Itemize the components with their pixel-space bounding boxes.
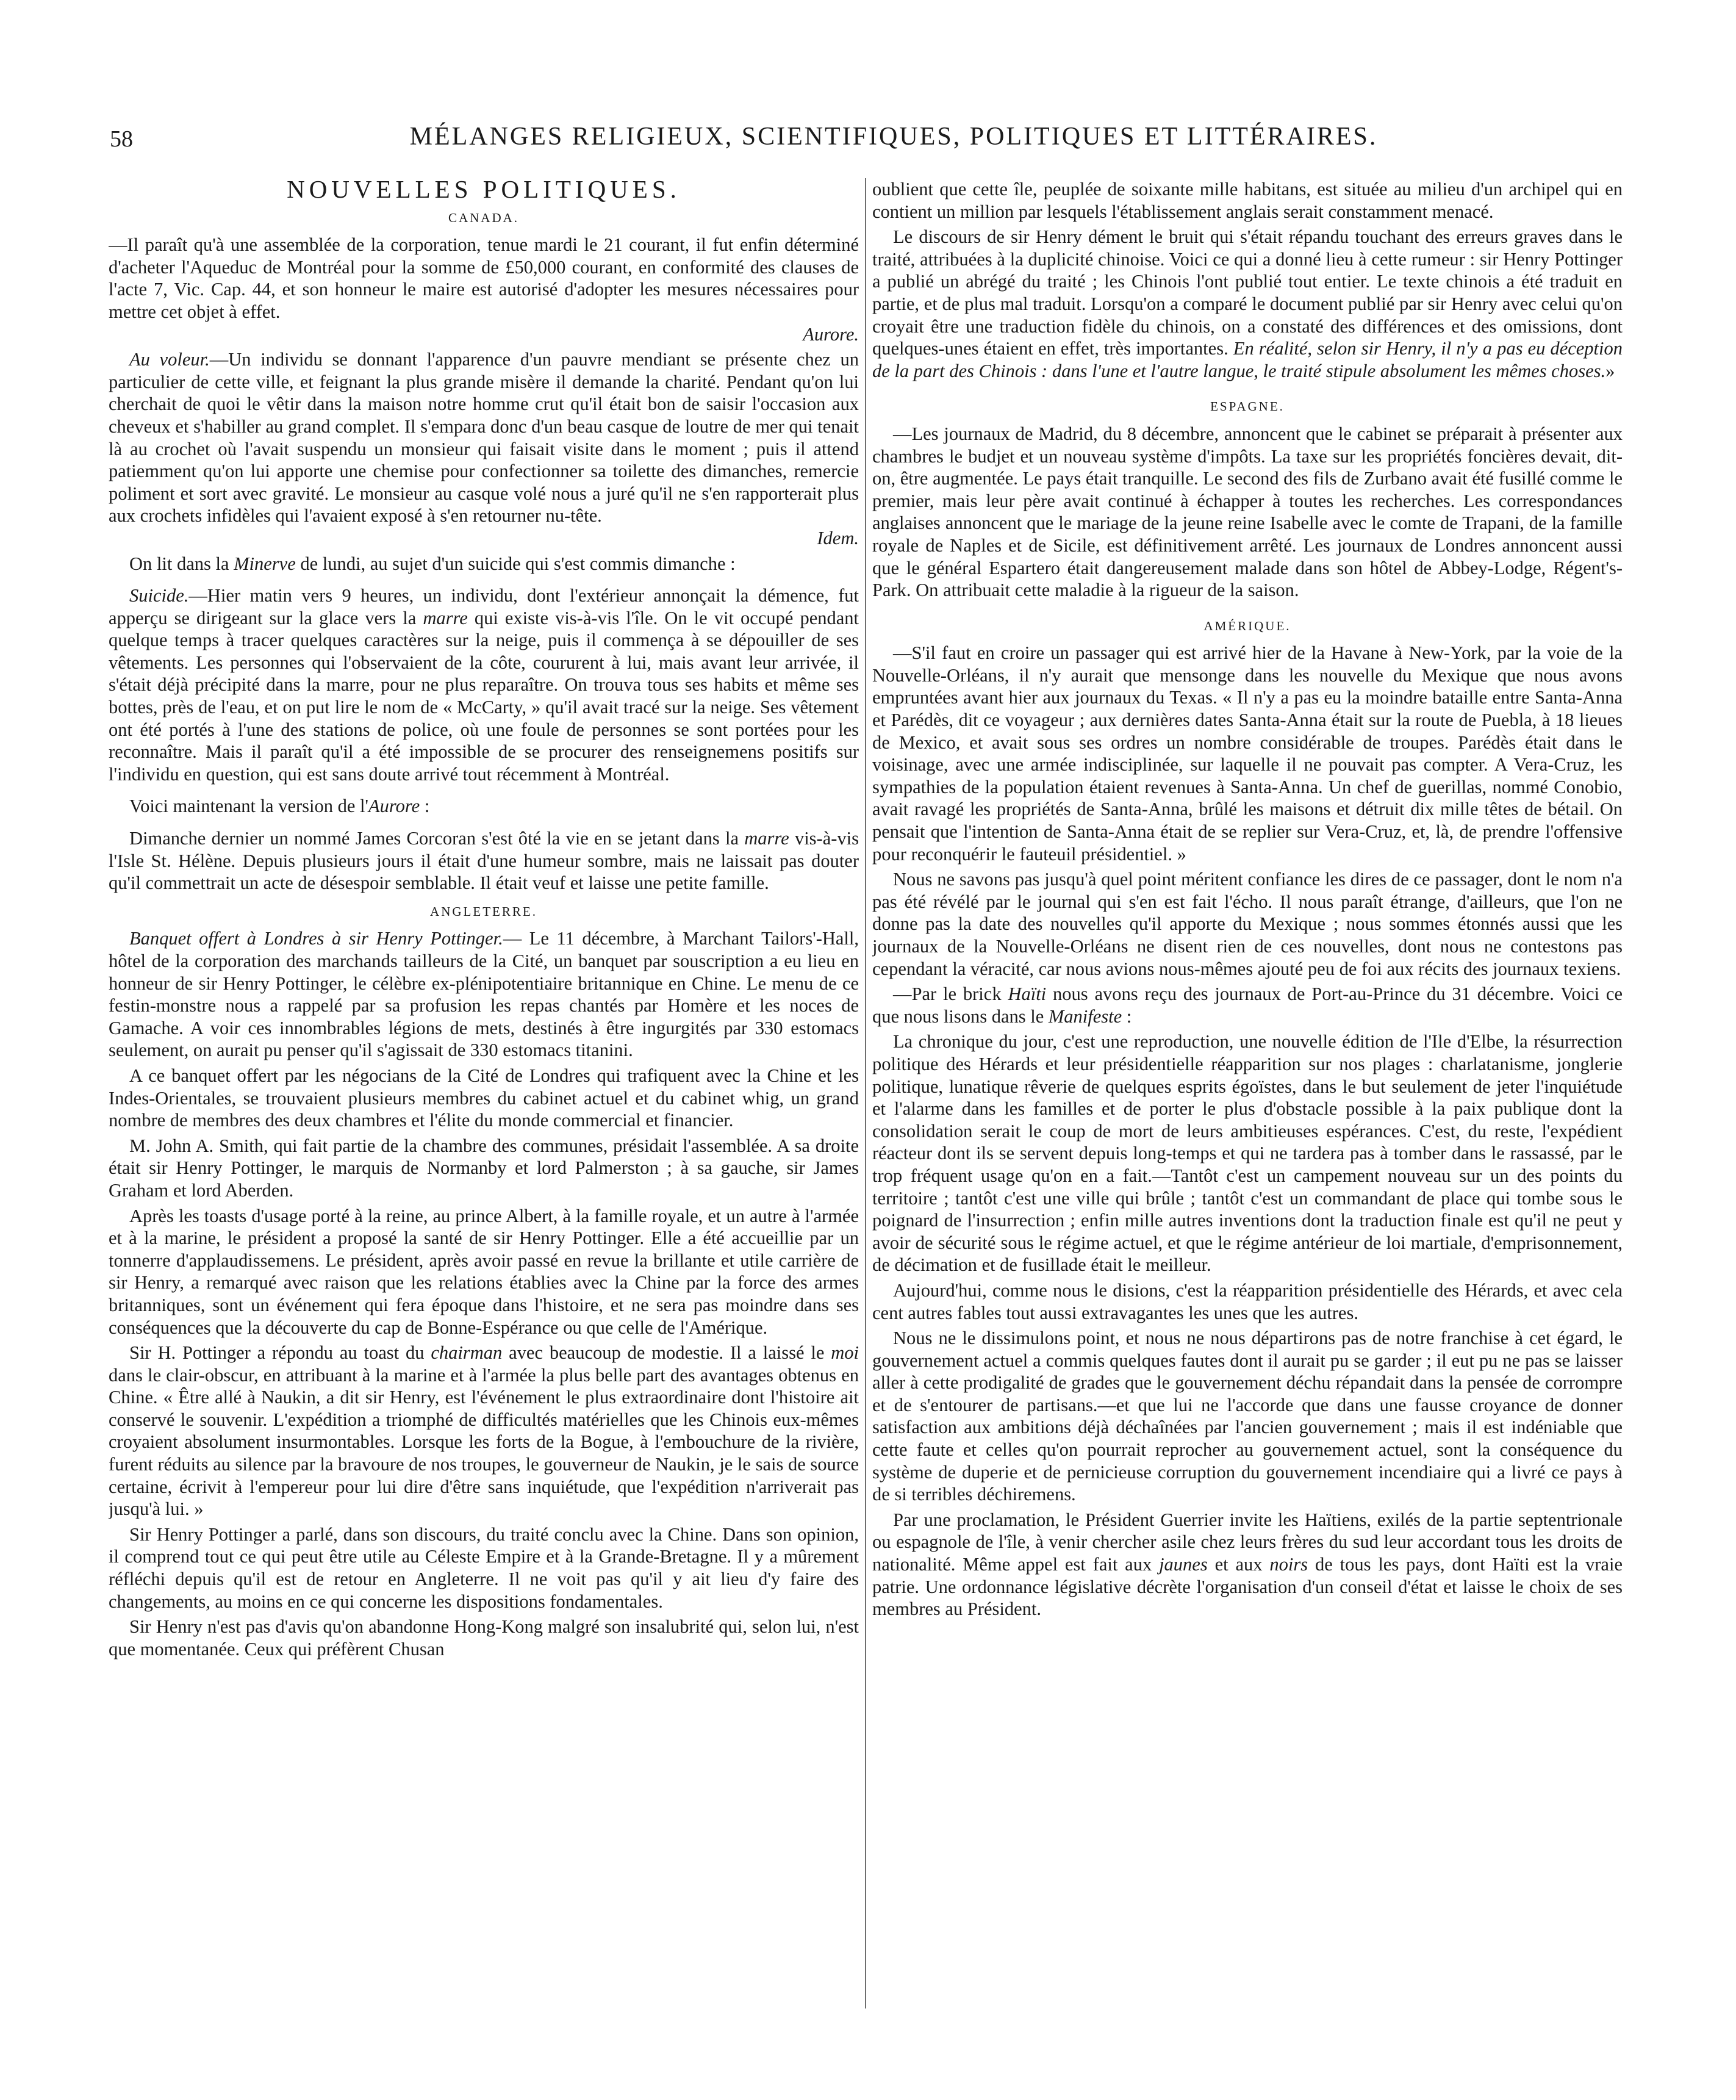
corcoran-text-end: vis-à-vis l'Isle St. Hélène. Depuis plusieurs jours il était d'une humeur sombre, mais ne laissait pas douter qu'il commettrait un acte de désespoir semblable. Il était veuf et laisse une petite famille. <box>109 828 859 894</box>
haiti-text-mid: nous avons reçu des journaux de Port-au-Prince du 31 décembre. Voici ce que nous lisons dans le <box>872 983 1623 1027</box>
article-madrid: —Les journaux de Madrid, du 8 décembre, annoncent que le cabinet se préparait à présenter aux chambres le budjet et un nouveau système d'impôts. La taxe sur les propriétés foncières devait, dit-on, être augmentée. Le pays était tranquille. Le second des fils de Zurbano avait été fusillé comme le premier, mais leur père avait continué à échapper à toutes les recherches. Les correspondances anglaises annoncent que le mariage de la jeune reine Isabelle avec le comte de Trapani, de la famille royale de Naples et de Sicile, est définitivement arrêté. Les journaux de Londres annoncent aussi que le général Espartero était dangereusement malade dans son hôtel de Abbey-Lodge, Régent's-Park. On attribuait cette maladie à la rigueur de la saison. <box>872 423 1623 601</box>
article-havane: —S'il faut en croire un passager qui est arrivé hier de la Havane à New-York, par la voie de la Nouvelle-Orléans, il n'y aurait que mensonge dans les nouvelle du Mexique que nous avons empruntées avant hier aux journaux du Texas. « Il n'y a pas eu la moindre bataille entre Santa-Anna et Parédès, dit ce voyageur ; aux dernières dates Santa-Anna était sur la route de Puebla, à 18 lieues de Mexico, et avait sous ses ordres un nombre considérable de troupes. Parédès était dans le voisinage, avec une armée indisciplinée, sur laquelle il ne pouvait pas compter. A Vera-Cruz, les sympathies de la population étaient revenues à Santa-Anna. Un chef de guerillas, nommé Conobio, avait ravagé les propriétés de Santa-Anna, brûlé les maisons et détruit dix mille têtes de bétail. On pensait que l'intention de Santa-Anna était de se replier sur Vera-Cruz, et, là, de prendre l'offensive pour reconquérir le fauteuil présidentiel. » <box>872 642 1623 865</box>
proclamation-text-end: de tous les pays, dont Haïti est la vraie patrie. Une ordonnance législative décrète l'organisation d'un conseil d'état et laisse le choix de ses membres au Président. <box>872 1554 1623 1620</box>
left-column <box>109 178 859 2033</box>
angleterre-heading: ANGLETERRE. <box>430 904 537 919</box>
proclamation-noirs: noirs <box>1269 1554 1308 1575</box>
discours-text: Le discours de sir Henry dément le bruit qui s'était répandu touchant des erreurs graves dans le traité, attribuées à la duplicité chinoise. Voici ce qui a donné lieu à cette rumeur : sir Henry Pottinger a publié un abrégé du traité ; les Chinois l'ont publié tout entier. Le texte chinois a été traduit en partie, et de plus mal traduit. Lorsqu'on a comparé le document publié par sir Henry avec celui qu'on croyait être une traduction fidèle du chinois, on a constaté des différences et des omissions, dont quelques-unes étaient en effet, très importantes. <box>872 226 1623 359</box>
page-number: 58 <box>110 126 133 152</box>
article-haiti <box>872 983 1623 1027</box>
suicide-text-end: qui existe vis-à-vis l'île. On le vit occupé pendant quelque temps à tracer quelques caractères sur la neige, puis il commença à se dépouiller de ses vêtements. Les personnes qui l'observaient de la côte, coururent à lui, mais avant leur arrivée, il s'était déjà précipité dans la marre, pour ne plus reparaître. On trouva tous ses habits et même ses bottes, près de l'eau, et on put lire le nom de « McCarty, » qu'il avait tracé sur la neige. Ses vêtement ont été portés à l'une des stations de police, où une foule de personnes se sont portées pour les reconnaître. Mais il paraît qu'il a été impossible de se procurer des renseignemens positifs sur l'individu en question, qui est sans doute arrivé tout récemment à Montréal. <box>109 607 859 785</box>
column-divider <box>865 178 866 2008</box>
canada-heading: CANADA. <box>448 210 520 225</box>
running-head: MÉLANGES RELIGIEUX, SCIENTIFIQUES, POLITIQUES ET LITTÉRAIRES. <box>409 123 1378 151</box>
suicide-lead: Suicide. <box>129 585 189 606</box>
minerve-name: Minerve <box>234 553 296 574</box>
proclamation-text-mid: et aux <box>1207 1554 1270 1575</box>
discours-end: » <box>1605 360 1615 381</box>
banquet-lead: Banquet offert à Londres à sir Henry Pottinger. <box>129 928 503 949</box>
article-negociants: A ce banquet offert par les négocians de la Cité de Londres qui trafiquent avec la Chine et les Indes-Orientales, se trouvaient plusieurs membres du cabinet actuel et du cabinet whig, un grand nombre de membres des deux chambres et l'élite du monde commercial et financier. <box>109 1065 859 1131</box>
right-column <box>872 178 1623 2033</box>
article-aqueduc <box>109 234 859 345</box>
manifeste-name: Manifeste <box>1048 1005 1122 1027</box>
article-voleur <box>109 348 859 549</box>
aqueduc-source: Aurore. <box>803 323 859 345</box>
banquet-text: — Le 11 décembre, à Marchant Tailors'-Hall, hôtel de la corporation des marchands tailleurs de la Cité, un banquet par souscription a eu lieu en honneur de sir Henry Pottinger, le célèbre ex-plénipotentiaire britannique en Chine. Le menu de ce festin-monstre nous a rappelé par sa profusion les repas chantés par Homère et les noces de Gamache. A voir ces innombrables légions de mets, destinés à être ingurgités par 330 estomacs seulement, on aurait pu penser qu'il s'agissait de 330 estomacs titanini. <box>109 928 859 1061</box>
suicide-marre: marre <box>423 607 468 628</box>
aurore-name: Aurore <box>368 796 420 817</box>
article-discours <box>872 226 1623 382</box>
article-hongkong: Sir Henry n'est pas d'avis qu'on abandonne Hong-Kong malgré son insalubrité qui, selon lui, n'est que momentanée. Ceux qui préfèrent Chusan <box>109 1616 859 1660</box>
article-banquet <box>109 927 859 1062</box>
haiti-brick-name: Haïti <box>1008 983 1047 1005</box>
corcoran-text: Dimanche dernier un nommé James Corcoran s'est ôté la vie en se jetant dans la <box>129 828 745 849</box>
minerve-intro-end: de lundi, au sujet d'un suicide qui s'est commis dimanche : <box>295 553 736 574</box>
discours-italic: En réalité, selon sir Henry, il n'y a pas eu déception de la part des Chinois : dans l'une et l'autre langue, le traité stipule absolument les mêmes choses. <box>872 338 1623 381</box>
reponse-text-mid: avec beaucoup de modestie. Il a laissé le <box>502 1342 831 1364</box>
aurore-intro <box>109 795 859 818</box>
voleur-text: —Un individu se donnant l'apparence d'un pauvre mendiant se présente chez un particulier de cette ville, et feignant la plus grande misère il demande la charité. Pendant qu'on lui cherchait de quoi le vêtir dans la maison notre homme crut qu'il était bon de saisir l'occasion aux cheveux et s'habiller au grand complet. Il s'empara donc d'un beau casque de loutre de mer qui tenait là au crochet où l'avait suspendu un monsieur qui faisait visite dans le moment ; puis il attend patiemment qu'on lui apporte une chemise pour confectionner sa toilette des dimanches, remercie poliment et sort avec gravité. Le monsieur au casque volé nous a juré qu'il ne s'en rapporterait plus aux crochets infidèles qui l'avaient exposé à s'en retourner nu-tête. <box>109 349 859 527</box>
aurore-intro-end: : <box>420 796 430 817</box>
voleur-source: Idem. <box>817 527 859 548</box>
aurore-intro-text: Voici maintenant la version de l' <box>129 796 369 817</box>
article-aujourdhui: Aujourd'hui, comme nous le disions, c'est la réapparition présidentielle des Hérards, et avec cela cent autres fables tout aussi extravagantes les unes que les autres. <box>872 1279 1623 1323</box>
article-smith: M. John A. Smith, qui fait partie de la chambre des communes, présidait l'assemblée. A sa droite était sir Henry Pottinger, le marquis de Normanby et lord Palmerston ; à sa gauche, sir James Graham et lord Aberden. <box>109 1135 859 1201</box>
reponse-text-end: dans le clair-obscur, en attribuant à la marine et à l'armée la plus belle part des avantages obtenus en Chine. « Être allé à Naukin, a dit sir Henry, est l'événement le plus extraordinaire dont l'histoire ait conservé le souvenir. L'expédition a triomphé de difficultés matérielles que les Chinois eux-mêmes croyaient absolument insurmontables. Lorsque les forts de la Bogue, à l'embouchure de la rivière, furent réduits au silence par la bravoure de nos troupes, le gouverneur de Naukin, je le sais de source certaine, écrivit à l'empereur pour lui dire d'être sans inquiétude, que l'expédition n'arriverait pas jusqu'à lui. » <box>109 1364 859 1520</box>
minerve-intro <box>109 553 859 575</box>
reponse-chairman: chairman <box>431 1342 503 1364</box>
article-toasts: Après les toasts d'usage porté à la reine, au prince Albert, à la famille royale, et un autre à l'armée et à la marine, le président a proposé la santé de sir Henry Pottinger. Elle a été accueillie par un tonnerre d'applaudissemens. Le président, après avoir passé en revue la brillante et utile carrière de sir Henry, a remarqué avec raison que les relations établies avec la Chine par la force des armes britanniques, sont un événement qui fera époque dans l'histoire, et ne sera pas moindre dans ses conséquences que la découverte du cap de Bonne-Espérance ou que celle de l'Amérique. <box>109 1205 859 1338</box>
article-dissimulons: Nous ne le dissimulons point, et nous ne nous départirons pas de notre franchise à cet égard, le gouvernement actuel a commis quelques fautes dont il aurait pu se garder ; il eut pu ne pas se laisser aller à cette prodigalité de grades que le gouvernement déchu répandait dans la pensée de corrompre et de s'entourer de partisans.—et que lui ne l'accorde que dans une fausse croyance de donner satisfaction aux ambitions déjà déchaînées par l'ancien gouvernement ; mais il est indéniable que cette faute et celles qu'on pourrait reprocher au gouvernement actuel, sont la conséquence du système de duperie et de pernicieuse corruption du gouvernement incendiaire qui a livré ce pays à de si terribles déchiremens. <box>872 1328 1623 1505</box>
minerve-intro-text: On lit dans la <box>129 553 234 574</box>
voleur-lead: Au voleur. <box>129 349 210 370</box>
article-corcoran <box>109 827 859 894</box>
article-traite: Sir Henry Pottinger a parlé, dans son discours, du traité conclu avec la Chine. Dans son opinion, il comprend tout ce qui peut être utile au Céleste Empire et à la Grande-Bretagne. Il y a mûrement réfléchi depuis qu'il est de retour en Angleterre. Il ne voit pas qu'il y ait lieu d'y faire des changements, au moins en ce qui concerne les dispositions fondamentales. <box>109 1523 859 1612</box>
aqueduc-text: —Il paraît qu'à une assemblée de la corporation, tenue mardi le 21 courant, il fut enfin déterminé d'acheter l'Aqueduc de Montréal pour la somme de £50,000 courant, en conformité des clauses de l'acte 7, Vic. Cap. 44, et son honneur le maire est autorisé d'adopter les mesures nécessaires pour mettre cet objet à effet. <box>109 234 859 322</box>
reponse-moi: moi <box>831 1342 859 1364</box>
article-chusan-continued: oublient que cette île, peuplée de soixante mille habitans, est située au milieu d'un archipel qui en contient un million par lesquels l'établissement anglais serait constamment menacé. <box>872 179 1623 222</box>
article-confiance: Nous ne savons pas jusqu'à quel point méritent confiance les dires de ce passager, dont le nom n'a pas été révélé par le journal qui s'en est fait l'écho. Il nous paraît étrange, d'ailleurs, que l'on ne donne pas la date des nouvelles qu'il apporte du Mexique ; nous sommes étonnés aussi que les journaux de la Nouvelle-Orléans ne disent rien de ces nouvelles, dont nous ne contestons pas cependant la véracité, car nous avions nous-mêmes ajouté peu de foi aux récits des journaux texiens. <box>872 869 1623 979</box>
section-title: NOUVELLES POLITIQUES. <box>287 178 681 203</box>
proclamation-jaunes: jaunes <box>1159 1554 1208 1575</box>
page-header <box>110 122 1708 159</box>
proclamation-text: Par une proclamation, le Président Guerrier invite les Haïtiens, exilés de la partie septentrionale ou espagnole de l'île, à venir chercher asile chez leurs frères du sud leur accordant tous les droits de nationalité. Même appel est fait aux <box>872 1509 1623 1575</box>
haiti-text: —Par le brick <box>893 983 1008 1005</box>
amerique-heading: AMÉRIQUE. <box>1203 618 1291 633</box>
article-reponse <box>109 1342 859 1520</box>
article-proclamation <box>872 1509 1623 1620</box>
haiti-text-end: : <box>1122 1005 1132 1027</box>
article-suicide <box>109 584 859 785</box>
article-chronique: La chronique du jour, c'est une reproduction, une nouvelle édition de l'Ile d'Elbe, la résurrection politique des Hérards et leur présidentielle réapparition sur nos plages : charlatanisme, jonglerie politique, lunatique rêverie de quelques esprits égoïstes, dans le but seulement de jeter l'inquiétude et l'alarme dans les familles et de porter le plus d'obstacle possible à la paix publique dont la consolidation serait le coup de mort de leurs ambitieuses espérances. C'est, du reste, l'expédient réacteur dont ils se servent depuis long-temps et qui ne tardera pas à tomber dans le rassassé, par le trop fréquent usage qu'on en a fait.—Tantôt c'est un campement nouveau sur un des points du territoire ; tantôt c'est une ville qui brûle ; tantôt c'est un commandant de place qui tombe sous le poignard de l'insurrection ; enfin mille autres inventions dont la traduction finale est qu'il ne peut y avoir de sécurité sous le régime actuel, et que le régime antérieur de loi martiale, d'emprisonnement, de décimation et de fusillade était le meilleur. <box>872 1031 1623 1276</box>
corcoran-marre: marre <box>744 828 789 849</box>
espagne-heading: ESPAGNE. <box>1210 399 1285 414</box>
suicide-text: —Hier matin vers 9 heures, un individu, dont l'extérieur annonçait la démence, fut apperçu se dirigeant sur la glace vers la <box>109 585 859 628</box>
reponse-text: Sir H. Pottinger a répondu au toast du <box>129 1342 431 1364</box>
